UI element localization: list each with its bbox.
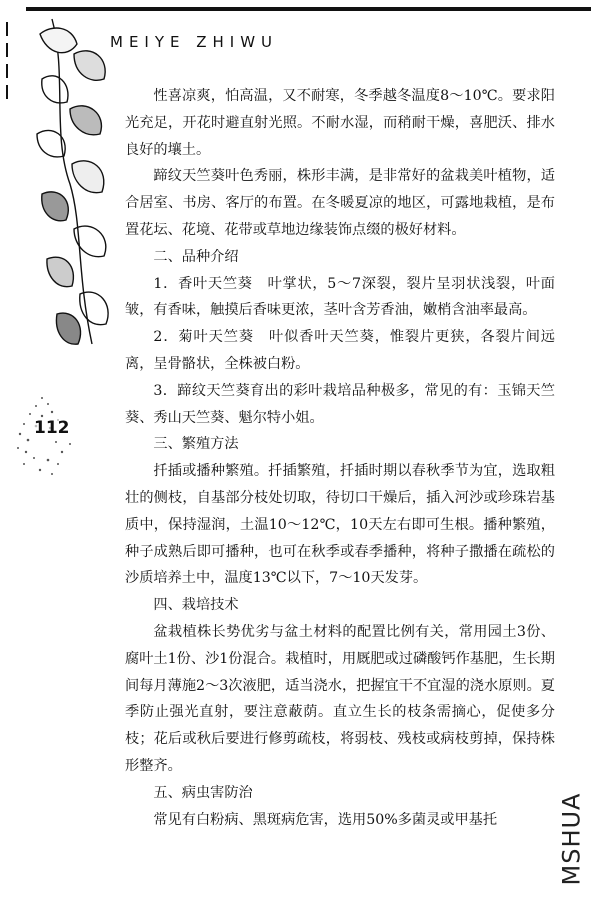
watermark: [557, 790, 590, 890]
running-header: MEIYE ZHIWU: [110, 33, 279, 51]
section-heading: 四、栽培技术: [153, 597, 239, 614]
section-heading: 二、品种介绍: [153, 248, 239, 265]
paragraph: 扦插或播种繁殖。扦插繁殖，扦插时期以春秋季节为宜，选取粗壮的侧枝，自基部分枝处切取，待切口干燥后，插入河沙或珍珠岩基质中，保持湿润，土温10～12℃，10天左右即可生根。播种繁殖，种子成熟后即可播种，也可在秋季或春季播种，将种子撒播在疏松的沙质培养土中，温度13℃以下，7～10天发芽。: [125, 463, 555, 587]
section-heading: 三、繁殖方法: [153, 436, 239, 453]
paragraph: 常见有白粉病、黑斑病危害，选用50%多菌灵或甲基托: [153, 811, 498, 828]
paragraph: 性喜凉爽，怕高温，又不耐寒，冬季越冬温度8～10℃。要求阳光充足，开花时避直射光照。不耐水湿，而稍耐干燥，喜肥沃、排水良好的壤土。: [125, 88, 555, 158]
body-text: [125, 83, 555, 833]
leaf-vine-illustration: [22, 14, 117, 374]
section-heading: 五、病虫害防治: [153, 784, 253, 801]
paragraph: 3．蹄纹天竺葵育出的彩叶栽培品种极多，常见的有：玉锦天竺葵、秀山天竺葵、魁尔特小姐。: [125, 382, 555, 426]
watermark-text: MSHUA: [557, 792, 586, 886]
paragraph: 2．菊叶天竺葵 叶似香叶天竺葵，惟裂片更狭，各裂片间远离，呈骨骼状，全株被白粉。: [125, 329, 555, 372]
paragraph: 蹄纹天竺葵叶色秀丽，株形丰满，是非常好的盆栽美叶植物，适合居室、书房、客厅的布置。在冬暖夏凉的地区，可露地栽植，是布置花坛、花境、花带或草地边缘装饰点缀的极好材料。: [125, 168, 555, 238]
page-number: 112: [34, 418, 70, 438]
paragraph: 1．香叶天竺葵 叶掌状，5～7深裂，裂片呈羽状浅裂，叶面皱，有香味，触摸后香味更浓，茎叶含芳香油，嫩梢含油率最高。: [125, 275, 555, 319]
header-rule: [26, 7, 591, 11]
paragraph: 盆栽植株长势优劣与盆土材料的配置比例有关，常用园土3份、腐叶土1份、沙1份混合。栽植时，用厩肥或过磷酸钙作基肥，生长期间每月薄施2～3次液肥，适当浇水，把握宜干不宜湿的浇水原则。夏季防止强光直射，要注意蔽荫。直立生长的枝条需摘心，促使多分枝；花后或秋后要进行修剪疏枝，将弱枝、残枝或病枝剪掉，保持株形整齐。: [125, 623, 555, 774]
margin-bars: [6, 22, 8, 106]
